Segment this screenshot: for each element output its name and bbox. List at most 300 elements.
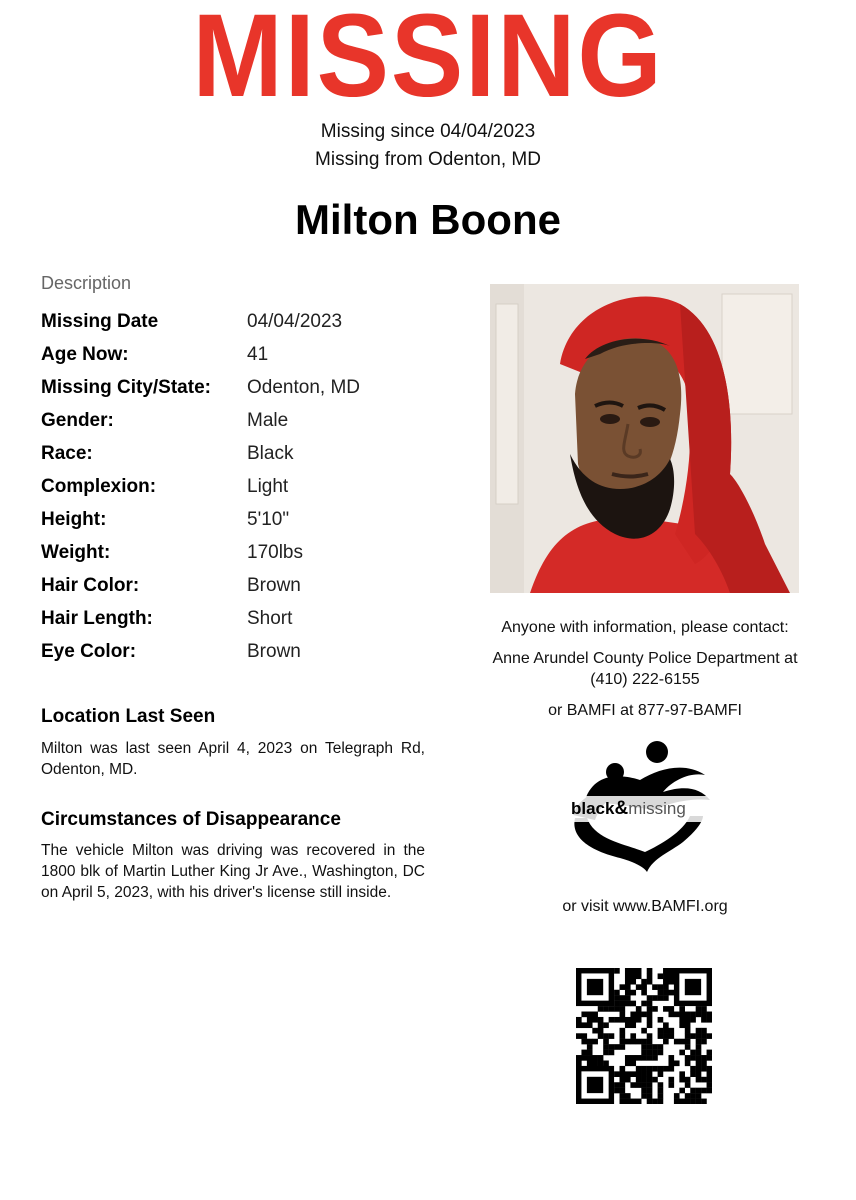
qr-module bbox=[668, 1055, 674, 1061]
qr-module bbox=[630, 973, 636, 979]
qr-module bbox=[652, 1099, 658, 1104]
qr-module bbox=[690, 1093, 696, 1099]
qr-module bbox=[609, 1044, 615, 1050]
qr-module bbox=[668, 1012, 674, 1018]
qr-module bbox=[641, 1039, 647, 1045]
qr-module bbox=[658, 1088, 664, 1094]
qr-module bbox=[696, 1055, 702, 1061]
qr-module bbox=[658, 1066, 664, 1072]
qr-module bbox=[679, 1071, 685, 1077]
qr-module bbox=[690, 1033, 696, 1039]
qr-module bbox=[630, 1033, 636, 1039]
qr-module bbox=[636, 1082, 642, 1088]
qr-module bbox=[636, 1071, 642, 1077]
detail-label: Gender: bbox=[41, 410, 114, 431]
detail-value: 04/04/2023 bbox=[247, 311, 343, 332]
bamfi-logo bbox=[565, 740, 715, 872]
qr-module bbox=[658, 995, 664, 1001]
qr-module bbox=[690, 1066, 696, 1072]
qr-module bbox=[690, 1088, 696, 1094]
qr-module bbox=[581, 1055, 587, 1061]
qr-module bbox=[707, 1012, 712, 1018]
qr-module bbox=[701, 1039, 707, 1045]
qr-module bbox=[587, 1044, 593, 1050]
qr-module bbox=[587, 1060, 593, 1066]
detail-row-missing-date bbox=[41, 311, 461, 344]
qr-module bbox=[641, 1071, 647, 1077]
person-name: Milton Boone bbox=[295, 196, 561, 243]
qr-module bbox=[636, 984, 642, 990]
qr-module bbox=[641, 1088, 647, 1094]
qr-module bbox=[614, 990, 620, 996]
qr-module bbox=[581, 1050, 587, 1056]
qr-module bbox=[647, 1082, 653, 1088]
qr-module bbox=[696, 1077, 702, 1083]
bamfi-logo-text bbox=[571, 798, 686, 820]
qr-module bbox=[598, 1006, 604, 1012]
qr-module bbox=[663, 1022, 669, 1028]
logo-word-black: black bbox=[571, 799, 615, 818]
qr-module bbox=[592, 1055, 598, 1061]
qr-module bbox=[614, 1001, 620, 1007]
qr-module bbox=[592, 1012, 598, 1018]
qr-module bbox=[668, 1006, 674, 1012]
qr-module bbox=[620, 1039, 626, 1045]
qr-module bbox=[685, 1017, 691, 1023]
qr-module bbox=[592, 1017, 598, 1023]
qr-module bbox=[685, 1012, 691, 1018]
qr-module bbox=[630, 1001, 636, 1007]
qr-module bbox=[587, 1055, 593, 1061]
missing-since: Missing since 04/04/2023 bbox=[320, 121, 536, 142]
qr-module bbox=[690, 1055, 696, 1061]
contact-visit: or visit www.BAMFI.org bbox=[562, 898, 728, 915]
qr-module bbox=[576, 1060, 582, 1066]
qr-module bbox=[630, 968, 636, 974]
qr-module bbox=[674, 1060, 680, 1066]
qr-module bbox=[647, 1066, 653, 1072]
qr-module bbox=[641, 990, 647, 996]
detail-value: 5'10" bbox=[247, 509, 290, 530]
qr-module bbox=[696, 1050, 702, 1056]
detail-label: Missing City/State: bbox=[41, 377, 211, 398]
qr-module bbox=[581, 1022, 587, 1028]
qr-module bbox=[658, 1099, 664, 1104]
qr-module bbox=[636, 1006, 642, 1012]
qr-module bbox=[707, 1077, 712, 1083]
qr-module bbox=[620, 1017, 626, 1023]
qr-module bbox=[647, 1099, 653, 1104]
qr-module bbox=[625, 973, 631, 979]
qr-module bbox=[625, 1060, 631, 1066]
qr-module bbox=[663, 984, 669, 990]
qr-module bbox=[674, 1039, 680, 1045]
qr-module bbox=[647, 968, 653, 974]
qr-module bbox=[668, 973, 674, 979]
qr-module bbox=[685, 1028, 691, 1034]
qr-module bbox=[636, 1039, 642, 1045]
qr-module bbox=[685, 1055, 691, 1061]
qr-module bbox=[609, 1017, 615, 1023]
qr-module bbox=[625, 990, 631, 996]
qr-module bbox=[630, 979, 636, 985]
qr-module bbox=[685, 1077, 691, 1083]
qr-module bbox=[685, 1060, 691, 1066]
qr-module bbox=[701, 1077, 707, 1083]
qr-module bbox=[587, 1050, 593, 1056]
qr-module bbox=[641, 1012, 647, 1018]
detail-value: Odenton, MD bbox=[247, 377, 360, 398]
qr-module bbox=[685, 1082, 691, 1088]
qr-module bbox=[701, 1028, 707, 1034]
qr-module bbox=[674, 1093, 680, 1099]
qr-module bbox=[592, 1028, 598, 1034]
qr-module bbox=[685, 1093, 691, 1099]
qr-module bbox=[685, 1044, 691, 1050]
qr-module bbox=[668, 1033, 674, 1039]
qr-module bbox=[620, 1071, 626, 1077]
qr-module bbox=[625, 1093, 631, 1099]
qr-module bbox=[701, 1006, 707, 1012]
qr-module bbox=[690, 1050, 696, 1056]
qr-module bbox=[658, 1033, 664, 1039]
qr-module bbox=[674, 1099, 680, 1104]
detail-value: Brown bbox=[247, 641, 301, 662]
qr-module bbox=[668, 990, 674, 996]
qr-module bbox=[603, 1060, 609, 1066]
qr-module bbox=[668, 1066, 674, 1072]
qr-module bbox=[685, 979, 701, 995]
qr-module bbox=[663, 995, 669, 1001]
qr-module bbox=[663, 990, 669, 996]
qr-module bbox=[614, 1071, 620, 1077]
qr-module bbox=[587, 979, 603, 995]
qr-module bbox=[587, 1012, 593, 1018]
qr-module bbox=[620, 1093, 626, 1099]
qr-module bbox=[696, 1033, 702, 1039]
qr-module bbox=[685, 1022, 691, 1028]
qr-module bbox=[652, 1055, 658, 1061]
qr-module bbox=[630, 1060, 636, 1066]
qr-module bbox=[707, 1071, 712, 1077]
qr-module bbox=[620, 1044, 626, 1050]
qr-module bbox=[609, 1006, 615, 1012]
description-heading: Description bbox=[41, 273, 132, 293]
qr-module bbox=[701, 1088, 707, 1094]
qr-module bbox=[625, 1001, 631, 1007]
qr-module bbox=[652, 984, 658, 990]
detail-value: Light bbox=[247, 476, 289, 497]
detail-label: Hair Length: bbox=[41, 608, 153, 629]
qr-module bbox=[603, 1006, 609, 1012]
qr-module bbox=[641, 984, 647, 990]
qr-module bbox=[614, 1006, 620, 1012]
qr-module bbox=[674, 1012, 680, 1018]
detail-value: Short bbox=[247, 608, 293, 629]
qr-module bbox=[707, 1033, 712, 1039]
qr-module bbox=[663, 1006, 669, 1012]
qr-module bbox=[609, 1033, 615, 1039]
qr-module bbox=[663, 1039, 669, 1045]
qr-module bbox=[641, 1001, 647, 1007]
qr-module bbox=[647, 995, 653, 1001]
qr-module bbox=[707, 1055, 712, 1061]
qr-module bbox=[576, 1022, 582, 1028]
circumstances-heading: Circumstances of Disappearance bbox=[41, 809, 341, 830]
qr-module bbox=[696, 1006, 702, 1012]
qr-module bbox=[652, 995, 658, 1001]
qr-module bbox=[647, 1088, 653, 1094]
detail-label: Age Now: bbox=[41, 344, 129, 365]
qr-module bbox=[587, 1039, 593, 1045]
qr-module bbox=[663, 1066, 669, 1072]
qr-module bbox=[587, 1022, 593, 1028]
contact-phone: (410) 222-6155 bbox=[590, 671, 700, 688]
qr-module bbox=[663, 979, 669, 985]
qr-module bbox=[620, 995, 626, 1001]
qr-module bbox=[581, 1012, 587, 1018]
qr-module bbox=[685, 1039, 691, 1045]
qr-module bbox=[636, 1066, 642, 1072]
person-photo bbox=[490, 284, 799, 593]
qr-module bbox=[625, 1039, 631, 1045]
qr-module bbox=[679, 1088, 685, 1094]
qr-module bbox=[641, 1055, 647, 1061]
qr-module bbox=[630, 1055, 636, 1061]
qr-module bbox=[668, 979, 674, 985]
qr-module bbox=[647, 1017, 653, 1023]
qr-module bbox=[636, 968, 642, 974]
qr-module bbox=[701, 1017, 707, 1023]
qr-module bbox=[625, 979, 631, 985]
detail-label: Race: bbox=[41, 443, 93, 464]
qr-module bbox=[630, 1017, 636, 1023]
qr-module bbox=[696, 1088, 702, 1094]
qr-module bbox=[581, 1039, 587, 1045]
contact-bamfi: or BAMFI at 877-97-BAMFI bbox=[548, 702, 742, 719]
contact-agency: Anne Arundel County Police Department at bbox=[492, 650, 798, 667]
details-table bbox=[41, 311, 461, 674]
qr-module bbox=[663, 968, 669, 974]
qr-module bbox=[701, 1060, 707, 1066]
qr-module bbox=[614, 995, 620, 1001]
qr-module bbox=[614, 968, 620, 974]
qr-code-graphic bbox=[576, 968, 712, 1104]
qr-module bbox=[587, 1077, 603, 1093]
qr-module bbox=[652, 1006, 658, 1012]
logo-word-missing: missing bbox=[628, 799, 686, 818]
qr-module bbox=[707, 1088, 712, 1094]
qr-module bbox=[701, 1099, 707, 1104]
detail-label: Eye Color: bbox=[41, 641, 137, 662]
detail-label: Missing Date bbox=[41, 311, 159, 332]
qr-module bbox=[696, 1093, 702, 1099]
qr-module bbox=[630, 990, 636, 996]
qr-module bbox=[647, 973, 653, 979]
detail-label: Hair Color: bbox=[41, 575, 140, 596]
detail-row-hair-color bbox=[41, 575, 461, 608]
qr-module bbox=[625, 1071, 631, 1077]
detail-value: 170lbs bbox=[247, 542, 303, 563]
qr-module bbox=[658, 1044, 664, 1050]
qr-module bbox=[701, 1066, 707, 1072]
qr-module bbox=[630, 1022, 636, 1028]
detail-value: Black bbox=[247, 443, 294, 464]
detail-value: Brown bbox=[247, 575, 301, 596]
qr-module bbox=[679, 1006, 685, 1012]
detail-label: Complexion: bbox=[41, 476, 157, 497]
qr-module bbox=[663, 1028, 669, 1034]
qr-module bbox=[707, 1082, 712, 1088]
qr-module bbox=[652, 1066, 658, 1072]
qr-module bbox=[685, 1033, 691, 1039]
qr-module bbox=[620, 1001, 626, 1007]
qr-module bbox=[641, 1077, 647, 1083]
qr-module bbox=[679, 1012, 685, 1018]
qr-module bbox=[685, 1099, 691, 1104]
qr-module bbox=[603, 1044, 609, 1050]
qr-module bbox=[587, 1017, 593, 1023]
qr-module bbox=[679, 1099, 685, 1104]
detail-value: 41 bbox=[247, 344, 269, 365]
qr-module bbox=[620, 1066, 626, 1072]
qr-module bbox=[641, 1028, 647, 1034]
detail-label: Weight: bbox=[41, 542, 111, 563]
detail-row-height bbox=[41, 509, 461, 542]
qr-module bbox=[668, 1077, 674, 1083]
qr-module bbox=[603, 1039, 609, 1045]
qr-module bbox=[658, 1093, 664, 1099]
qr-module bbox=[668, 968, 674, 974]
location-heading: Location Last Seen bbox=[41, 706, 216, 727]
qr-module bbox=[620, 1028, 626, 1034]
qr-module bbox=[603, 1050, 609, 1056]
qr-module bbox=[658, 1050, 664, 1056]
detail-label: Height: bbox=[41, 509, 107, 530]
qr-module bbox=[696, 1071, 702, 1077]
qr-module bbox=[668, 1028, 674, 1034]
qr-module bbox=[679, 1039, 685, 1045]
qr-module bbox=[696, 1044, 702, 1050]
qr-code[interactable] bbox=[576, 968, 712, 1104]
qr-module bbox=[707, 1066, 712, 1072]
qr-module bbox=[625, 995, 631, 1001]
qr-module bbox=[701, 1012, 707, 1018]
qr-module bbox=[614, 1044, 620, 1050]
qr-module bbox=[668, 1082, 674, 1088]
qr-module bbox=[647, 1055, 653, 1061]
qr-module bbox=[658, 973, 664, 979]
detail-row-complexion bbox=[41, 476, 461, 509]
qr-module bbox=[614, 1088, 620, 1094]
qr-module bbox=[690, 1012, 696, 1018]
detail-row-eye-color bbox=[41, 641, 461, 674]
detail-row-race bbox=[41, 443, 461, 476]
qr-module bbox=[679, 1077, 685, 1083]
qr-module bbox=[598, 1033, 604, 1039]
qr-module bbox=[647, 1077, 653, 1083]
detail-row-weight bbox=[41, 542, 461, 575]
qr-module bbox=[658, 990, 664, 996]
detail-value: Male bbox=[247, 410, 289, 431]
qr-module bbox=[647, 1050, 653, 1056]
qr-module bbox=[636, 973, 642, 979]
qr-module bbox=[663, 1033, 669, 1039]
qr-module bbox=[598, 1022, 604, 1028]
qr-module bbox=[658, 1071, 664, 1077]
qr-module bbox=[647, 1012, 653, 1018]
qr-module bbox=[614, 1017, 620, 1023]
qr-module bbox=[625, 1017, 631, 1023]
missing-from: Missing from Odenton, MD bbox=[315, 149, 541, 170]
qr-module bbox=[620, 984, 626, 990]
qr-module bbox=[576, 1033, 582, 1039]
missing-headline: MISSING bbox=[192, 0, 664, 122]
qr-module bbox=[707, 1017, 712, 1023]
qr-module bbox=[598, 1055, 604, 1061]
qr-module bbox=[701, 1033, 707, 1039]
qr-module bbox=[625, 1055, 631, 1061]
detail-row-gender bbox=[41, 410, 461, 443]
qr-module bbox=[641, 1050, 647, 1056]
qr-module bbox=[630, 1039, 636, 1045]
qr-module bbox=[625, 1099, 631, 1104]
qr-module bbox=[658, 1028, 664, 1034]
qr-module bbox=[652, 1044, 658, 1050]
qr-module bbox=[636, 1055, 642, 1061]
qr-module bbox=[641, 1093, 647, 1099]
qr-module bbox=[620, 1077, 626, 1083]
qr-module bbox=[625, 1022, 631, 1028]
qr-module bbox=[647, 1039, 653, 1045]
detail-row-age bbox=[41, 344, 461, 377]
qr-module bbox=[652, 1050, 658, 1056]
qr-module bbox=[707, 1050, 712, 1056]
qr-module bbox=[647, 1022, 653, 1028]
qr-module bbox=[690, 1099, 696, 1104]
qr-module bbox=[690, 1017, 696, 1023]
qr-module bbox=[647, 1093, 653, 1099]
qr-module bbox=[696, 1039, 702, 1045]
qr-module bbox=[625, 968, 631, 974]
qr-module bbox=[603, 1022, 609, 1028]
qr-module bbox=[658, 1082, 664, 1088]
qr-module bbox=[641, 1066, 647, 1072]
qr-module bbox=[647, 1001, 653, 1007]
qr-module bbox=[592, 1039, 598, 1045]
qr-module bbox=[679, 1022, 685, 1028]
qr-module bbox=[679, 1017, 685, 1023]
qr-module bbox=[696, 1028, 702, 1034]
qr-module bbox=[647, 1071, 653, 1077]
qr-module bbox=[641, 979, 647, 985]
qr-module bbox=[658, 1017, 664, 1023]
qr-module bbox=[630, 1099, 636, 1104]
qr-module bbox=[614, 1082, 620, 1088]
qr-module bbox=[592, 1060, 598, 1066]
qr-module bbox=[701, 1055, 707, 1061]
qr-module bbox=[598, 1060, 604, 1066]
contact-intro: Anyone with information, please contact: bbox=[501, 619, 789, 636]
detail-row-hair-length bbox=[41, 608, 461, 641]
qr-module bbox=[576, 1055, 582, 1061]
qr-module bbox=[636, 1099, 642, 1104]
qr-module bbox=[647, 1006, 653, 1012]
qr-module bbox=[620, 1082, 626, 1088]
qr-module bbox=[641, 1082, 647, 1088]
qr-module bbox=[647, 979, 653, 985]
qr-module bbox=[636, 1077, 642, 1083]
